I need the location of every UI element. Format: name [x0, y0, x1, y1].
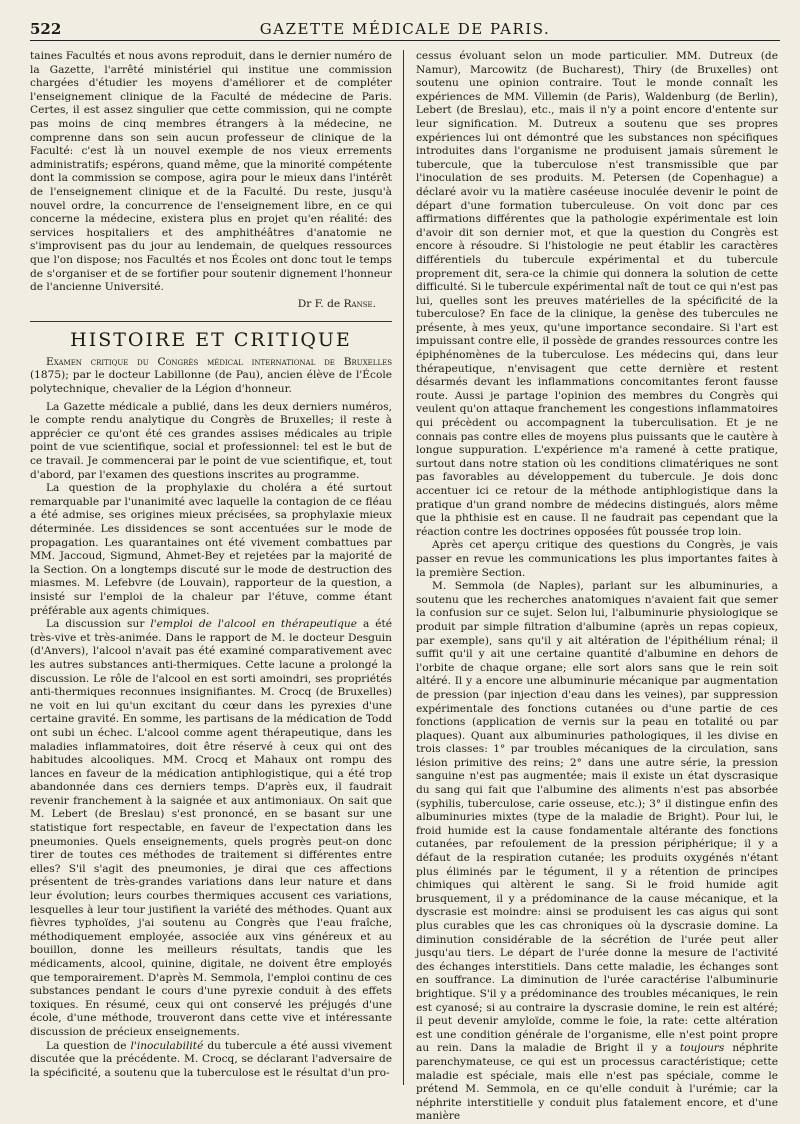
alcohol-text-a: La discussion sur	[46, 618, 151, 631]
alcohol-italic: l'emploi de l'alcool en thérapeutique	[150, 618, 357, 631]
right-column	[416, 50, 779, 1123]
inoc-text-b: du tubercule a été aussi vivement discutée que la précédente. M. Crocq, se déclarant l'adversaire de la spécificité, a soutenu que la tuberculose est le résultat d'un pro-	[30, 1039, 392, 1079]
subtitle-smallcaps: Examen critique du Congrès médical international de Bruxelles	[46, 355, 392, 368]
paragraph-alcohol	[30, 618, 392, 1039]
journal-title: GAZETTE MÉDICALE DE PARIS.	[259, 20, 551, 38]
paragraph-tuberculosis: cessus évoluant selon un mode particulier. MM. Dutreux (de Namur), Marcowitz (de Bucharest), Thiry (de Bruxelles) ont soutenu une opinion contraire. Tout le monde connaît les expériences de MM. Villemin (de Paris), Waldenburg (de Berlin), Lebert (de Breslau), etc., mais il n'y a point encore d'entente sur leur signification. M. Dutreux a soutenu que ses propres expériences lui ont démontré que les substances non spécifiques introduites dans l'organisme ne produisent jamais sûrement le tubercule, que la tuberculose n'est transmissible que par l'inoculation de ses produits. M. Petersen (de Copenhague) a déclaré avoir vu la matière caséeuse inoculée devenir le point de départ d'une formation tuberculeuse. On voit donc par ces affirmations différentes que la pathologie expérimentale est loin d'avoir dit son dernier mot, et que la question du Congrès est encore à résoudre. Si l'histologie ne peut établir les caractères différentiels du tubercule expérimental et du tubercule proprement dit, sera-ce la chimie qui donnera la solution de cette difficulté. Si le tubercule expérimental naît de tout ce qui n'est pas lui, quelles sont les preuves matérielles de la spécificité de la tuberculose? En face de la clinique, la genèse des tubercules ne présente, à mes yeux, qu'une importance secondaire. Si l'art est impuissant contre elle, il possède de grandes ressources contre les épiphénomènes de la tuberculose. Les médecins qui, dans leur thérapeutique, n'envisagent que cette dernière et restent désarmés devant les inflammations concomitantes feront fausse route. Aussi je partage l'opinion des membres du Congrès qui veulent qu'on attaque franchement les congestions inflammatoires qui précèdent ou accompagnent la tuberculisation. Et je ne connais pas contre elles de moyens plus puissants que le cautère à longue suppuration. L'expérience m'a ramené à cette pratique, surtout dans notre station où les conditions climatériques ne sont pas favorables au développement du tubercule. Je dois donc accentuer ici ce retour de la méthode antiphlogistique dans la pratique d'un grand nombre de médecins distingués, alors même que la phthisie est en cause. Il ne faudrait pas cependant que la réaction contre les doctrines opposées fût poussée trop loin.	[416, 50, 778, 538]
left-column	[30, 50, 392, 1090]
subtitle-rest: (1875); par le docteur Labillonne (de Pau), ancien élève de l'École polytechnique, chevalier de la Légion d'honneur.	[30, 369, 392, 396]
paragraph-faculty: taines Facultés et nous avons reproduit, dans le dernier numéro de la Gazette, l'arrêté ministériel qui institue une commission chargées d'étudier les moyens d'améliorer et de compléter l'enseignement clinique de la Faculté de médecine de Paris. Certes, il est assez singulier que cette commission, qui ne compte pas moins de cinq membres étrangers à la médecine, ne comprenne dans son sein aucun professeur de clinique de la Faculté: c'est là un nouvel exemple de nos vieux errements administratifs; espérons, quand même, que la minorité compétente dont la commission se compose, agira pour le mieux dans l'intérêt de l'enseignement clinique et de la Faculté. Du reste, jusqu'à nouvel ordre, la concurrence de l'enseignement libre, en ce qui concerne la médecine, existera plus en projet qu'en réalité: des services hospitaliers et des amphithéâtres d'anatomie ne s'improvisent pas du jour au lendemain, de quelques ressources que l'on dispose; nos Facultés et nos Écoles ont donc tout le temps de s'organiser et de se fortifier pour soutenir dignement l'honneur de l'ancienne Université.	[30, 50, 392, 294]
inoc-italic: l'inoculabilité	[130, 1039, 204, 1052]
signature	[30, 298, 376, 312]
section-title: HISTOIRE ET CRITIQUE	[70, 329, 352, 352]
paragraph-transition: Après cet aperçu critique des questions du Congrès, je vais passer en revue les communications les plus importantes faites à la première Section.	[416, 539, 778, 579]
article-subtitle	[30, 356, 392, 397]
alcohol-text-b: a été très-vive et très-animée. Dans le rapport de M. le docteur Desguin (d'Anvers), l'alcool n'avait pas été examiné comparativement avec les autres substances anti-thermiques. Cette lacune a prolongé la discussion. Le rôle de l'alcool en est sorti amoindri, ses propriétés anti-thermiques reconnues insignifiantes. M. Crocq (de Bruxelles) ne voit en lui qu'un excitant du cœur dans les pyrexies d'une certaine gravité. En somme, les partisans de la médication de Todd ont subi un échec. L'alcool comme agent thérapeutique, dans les maladies inflammatoires, doit être réservé à ceux qui ont des habitudes alcooliques. MM. Crocq et Mahaux ont rompu des lances en faveur de la médication antiphlogistique, qui a été trop abandonnée dans ces derniers temps. D'après eux, il faudrait revenir franchement à la saignée et aux antimoniaux. On sait que M. Lebert (de Breslau) s'est prononcé, en se basant sur une statistique fort respectable, en faveur de l'expectation dans les pneumonies. Quels enseignements, quels progrès peut-on donc tirer de toutes ces méthodes de traitement si différentes entre elles? S'il s'agit des pneumonies, je dirai que ces affections présentent de très-grandes variations dans leur nature et dans leur évolution; leurs courbes thermiques accusent ces variations, lesquelles à leur tour justifient la variété des méthodes. Quant aux fièvres typhoïdes, j'ai soutenu au Congrès que l'eau fraîche, méthodiquement employée, associée aux vins généreux et au bouillon, donne les meilleurs résultats, tandis que les médicaments, alcool, quinine, digitale, ne doivent être employés que temporairement. D'après M. Semmola, l'emploi continu de ces substances pendant le cours d'une pyrexie conduit à des effets toxiques. En résumé, ceux qui ont conservé les préjugés d'une école, d'une méthode, trouveront dans cette vive et intéressante discussion de précieux enseignements.	[30, 618, 393, 1038]
paragraph-albuminuria	[416, 580, 778, 1124]
paragraph-cholera: La question de la prophylaxie du choléra a été surtout remarquable par l'unanimité avec laquelle la contagion de ce fléau a été admise, ses origines mieux précisées, sa prophylaxie mieux déterminée. Les dissidences se sont accentuées sur le mode de propagation. Les quarantaines ont été vivement combattues par MM. Jaccoud, Sigmund, Ahmet-Bey et rejetées par la majorité de la Section. On a longtemps discuté sur le mode de destruction des miasmes. M. Lefebvre (de Louvain), rapporteur de la question, a insisté sur l'emploi de la chaleur par l'étuve, comme étant préférable aux agents chimiques.	[30, 482, 392, 617]
albu-text-a: M. Semmola (de Naples), parlant sur les albuminuries, a soutenu que les recherches anatomiques n'avaient fait que semer la confusion sur ce sujet. Selon lui, l'albuminurie physiologique se produit par simple filtration d'albumine (après un repas copieux, par exemple), sans qu'il y ait altération de l'épithélium rénal; il suffit qu'il y ait une certaine quantité d'albumine en dehors de l'orbite de chaque organe; elle sort alors sans que le rein soit altéré. Il y a encore une albuminurie mécanique par augmentation de pression (par injection d'eau dans les veines), par suppression expérimentale des fonctions cutanées ou d'une partie de ces fonctions (application de vernis sur la peau en totalité ou par plaques). Quant aux albuminuries pathologiques, il les divise en trois classes: 1° par troubles mécaniques de la circulation, sans lésion primitive des reins; 2° dans une autre série, la pression sanguine n'est pas augmentée; mais il existe un état dyscrasique du sang qui fait que l'albumine des aliments n'est pas absorbée (syphilis, tuberculose, carie osseuse, etc.); 3° il distingue enfin des albuminuries mixtes (type de la maladie de Bright). Pour lui, le froid humide est la cause fondamentale altérante des fonctions cutanées, par refoulement de la pression périphérique; il y a défaut de la respiration cutanée; les produits oxygénés n'étant plus éliminés par le tégument, il y a rétention de principes chimiques qui altèrent le sang. Si le froid humide agit brusquement, il y a prédominance de la cause mécanique, et la dyscrasie est moindre: ainsi se produisent les cas aigus qui sont plus curables que les cas chroniques où la dyscrasie domine. La diminution considérable de la sécrétion de l'urée peut aller jusqu'au tiers. Le départ de l'urée donne la mesure de l'activité des échanges interstitiels. Dans cette maladie, les échanges sont en souffrance. La diminution de l'urée caractérise l'albuminurie brightique. S'il y a prédominance des troubles mécaniques, le rein est cyanosé; si au contraire la dyscrasie domine, le rein est altéré; il peut devenir amyloïde, comme le foie, la rate: cette altération est une condition générale de l'organisme, elle n'est point propre au rein. Dans la maladie de Bright il y a	[416, 580, 778, 1055]
albu-text-b: néphrite parenchymateuse, ce qui est un processus caractéristique; cette maladie est spéciale, mais elle n'est pas spéciale, comme le prétend M. Semmola, en ce qu'elle conduit à l'urémie; car la néphrite interstitielle y conduit plus fatalement encore, et d'une manière	[416, 1042, 779, 1123]
albu-italic: toujours	[679, 1042, 725, 1055]
signature-name: Ranse.	[343, 297, 376, 310]
signature-prefix: Dr F. de	[297, 297, 344, 310]
paragraph-intro: La Gazette médicale a publié, dans les deux derniers numéros, le compte rendu analytique du Congrès de Bruxelles; il reste à apprécier ce qu'ont été ces grandes assises médicales au triple point de vue scientifique, social et professionnel: tel est le but de ce travail. Je commencerai par le point de vue scientifique, et, tout d'abord, par l'examen des questions inscrites au programme.	[30, 400, 392, 481]
paragraph-inoculability	[30, 1040, 392, 1081]
page-header	[30, 18, 780, 41]
section-separator	[30, 321, 392, 322]
page-number: 522	[30, 20, 62, 38]
inoc-text-a: La question de	[46, 1039, 131, 1052]
column-divider	[403, 50, 404, 1085]
